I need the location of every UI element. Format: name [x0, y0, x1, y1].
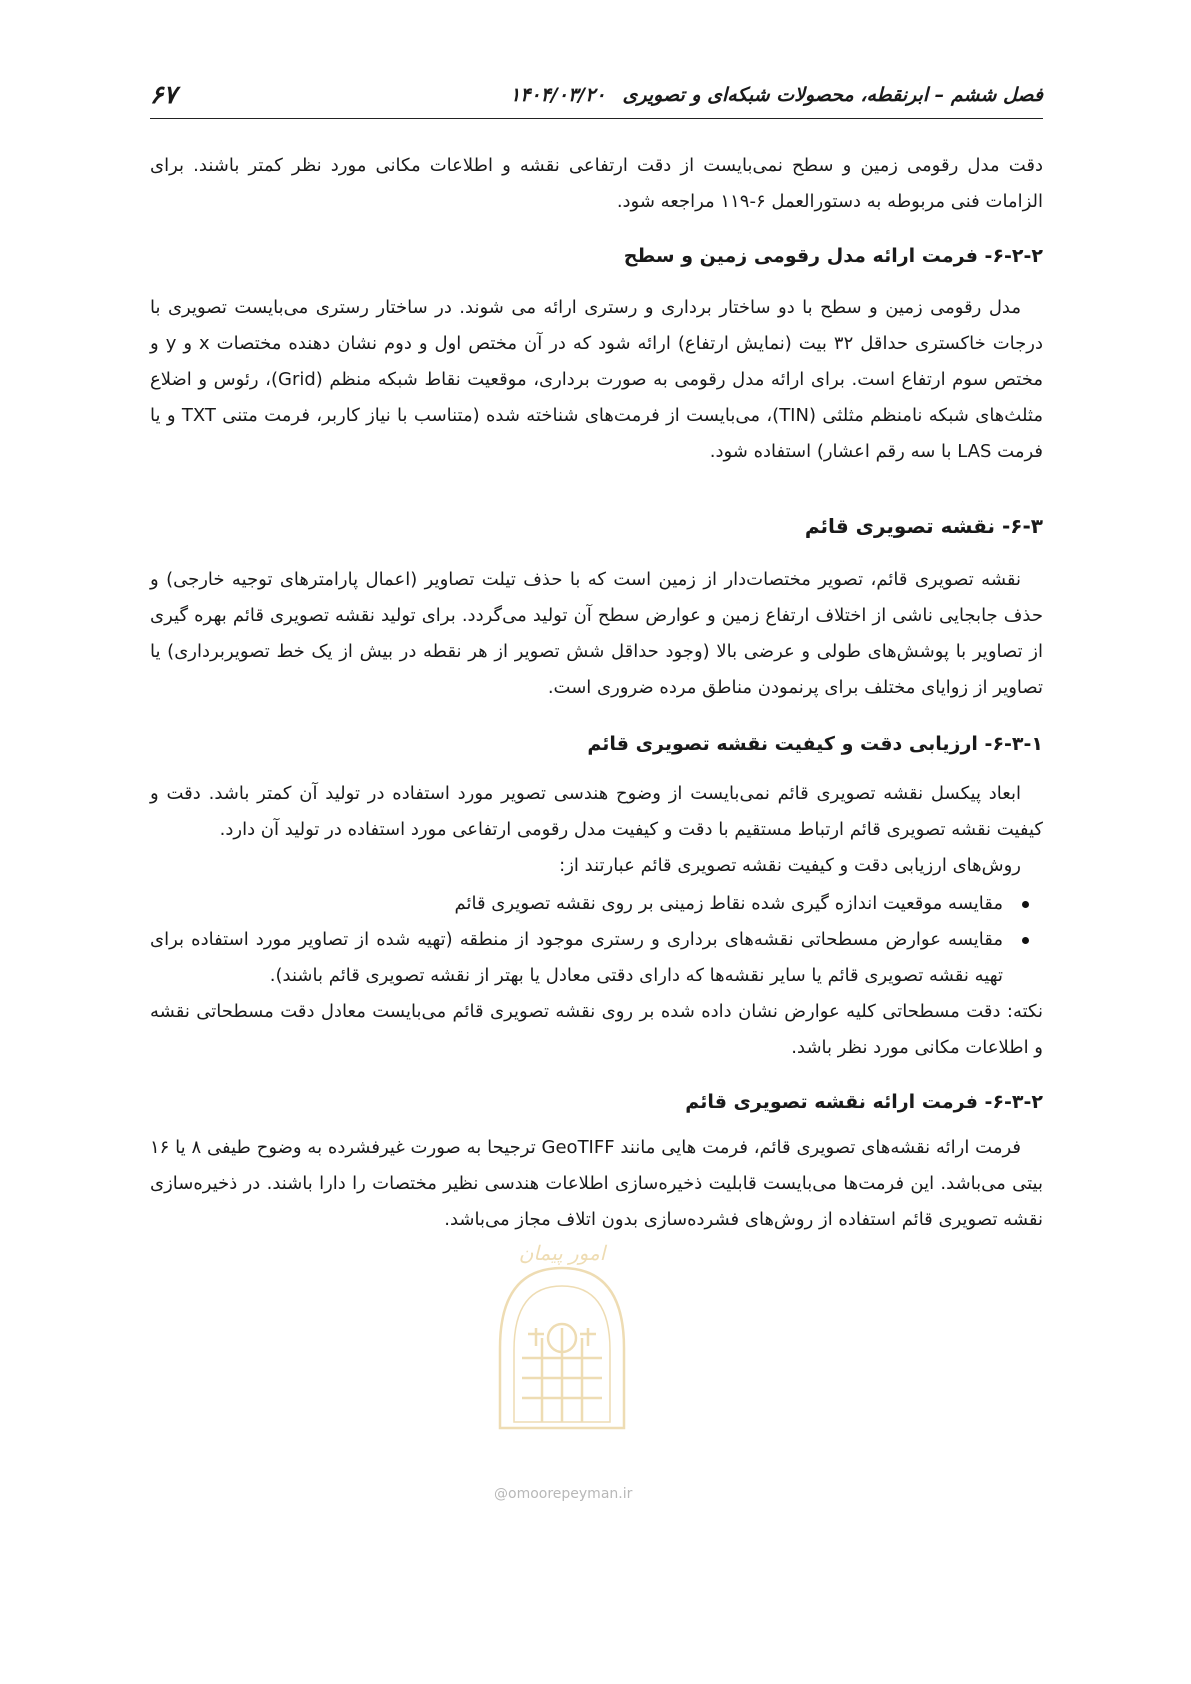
page-header	[150, 78, 1043, 114]
intro-paragraph: دقت مدل رقومی زمین و سطح نمی‌بایست از دقت ارتفاعی نقشه و اطلاعات مکانی مورد نظر کمتر باشند. برای الزامات فنی مربوطه به دستورالعمل ۶-۱۱۹ مراجعه شود.	[150, 155, 1043, 212]
methods-list	[150, 886, 1043, 994]
bullet-icon	[1022, 901, 1029, 908]
methods-intro: روش‌های ارزیابی دقت و کیفیت نقشه تصویری قائم عبارتند از:	[559, 855, 1021, 876]
chapter-title: فصل ششم – ابرنقطه، محصولات شبکه‌ای و تصویری	[622, 84, 1043, 106]
paragraph-6-3-1: ابعاد پیکسل نقشه تصویری قائم نمی‌بایست از وضوح هندسی تصویر مورد استفاده در تولید آن کمتر باشد. دقت و کیفیت نقشه تصویری قائم ارتباط مستقیم با دقت و کیفیت مدل رقومی ارتفاعی مورد استفاده در تولید آن دارد.	[150, 783, 1043, 840]
page-number: ۶۷	[150, 80, 177, 109]
header-divider	[150, 118, 1043, 119]
heading-6-2-2: ۶-۲-۲- فرمت ارائه مدل رقومی زمین و سطح	[623, 245, 1043, 267]
heading-6-3-1: ۶-۳-۱- ارزیابی دقت و کیفیت نقشه تصویری قائم	[587, 733, 1043, 755]
paragraph-6-2-2: مدل رقومی زمین و سطح با دو ساختار برداری و رستری ارائه می شوند. در ساختار رستری می‌بایست تصویری با درجات خاکستری حداقل ۳۲ بیت (نمایش ارتفاع) ارائه شود که در آن مختص اول و دوم نشان دهنده مختصات x و y و مختص سوم ارتفاع است. برای ارائه مدل رقومی به صورت برداری، موقعیت نقاط شبکه منظم (Grid)، رئوس و اضلاع مثلث‌های شبکه نامنظم مثلثی (TIN)، می‌بایست از فرمت‌های شناخته شده (متناسب با نیاز کاربر، فرمت متنی TXT و یا فرمت LAS با سه رقم اعشار) استفاده شود.	[150, 297, 1043, 462]
bullet-icon	[1022, 937, 1029, 944]
bullet-text: مقایسه عوارض مسطحاتی نقشه‌های برداری و رستری موجود از منطقه (تهیه شده از تصاویر مورد استفاده برای تهیه نقشه تصویری قائم یا سایر نقشه‌ها که دارای دقتی معادل یا بهتر از نقشه تصویری قائم باشند).	[150, 929, 1003, 986]
watermark-logo-text: امور پیمان	[518, 1241, 606, 1265]
header-date: ۱۴۰۴/۰۳/۲۰	[510, 84, 606, 106]
note-paragraph: نکته: دقت مسطحاتی کلیه عوارض نشان داده شده بر روی نقشه تصویری قائم می‌بایست معادل دقت مسطحاتی نقشه و اطلاعات مکانی مورد نظر باشد.	[150, 1001, 1043, 1058]
paragraph-6-3-2: فرمت ارائه نقشه‌های تصویری قائم، فرمت هایی مانند GeoTIFF ترجیحا به صورت غیرفشرده به وضوح طیفی ۸ یا ۱۶ بیتی می‌باشد. این فرمت‌ها می‌بایست قابلیت ذخیره‌سازی اطلاعات هندسی نظیر مختصات را دارا باشند. در ذخیره‌سازی نقشه تصویری قائم استفاده از روش‌های فشرده‌سازی بدون اتلاف مجاز می‌باشد.	[150, 1137, 1043, 1230]
heading-6-3: ۶-۳- نقشه تصویری قائم	[804, 514, 1043, 538]
heading-6-3-2: ۶-۳-۲- فرمت ارائه نقشه تصویری قائم	[685, 1091, 1043, 1113]
paragraph-6-3: نقشه تصویری قائم، تصویر مختصات‌دار از زمین است که با حذف تیلت تصاویر (اعمال پارامترهای توجیه خارجی) و حذف جابجایی ناشی از اختلاف ارتفاع زمین و عوارض سطح آن تولید می‌گردد. برای تولید نقشه تصویری قائم بهره گیری از تصاویر با پوشش‌های طولی و عرضی بالا (وجود حداقل شش تصویر از هر نقطه در بیش از یک خط تصویربرداری) یا تصاویر از زوایای مختلف برای پرنمودن مناطق مرده ضروری است.	[150, 569, 1043, 698]
page-body	[150, 148, 1043, 1238]
list-item	[150, 922, 1043, 994]
list-item	[150, 886, 1043, 922]
bullet-text: مقایسه موقعیت اندازه گیری شده نقاط زمینی بر روی نقشه تصویری قائم	[454, 893, 1003, 914]
watermark-site: @omoorepeyman.ir	[494, 1486, 633, 1502]
watermark-logo-icon	[478, 1238, 646, 1438]
